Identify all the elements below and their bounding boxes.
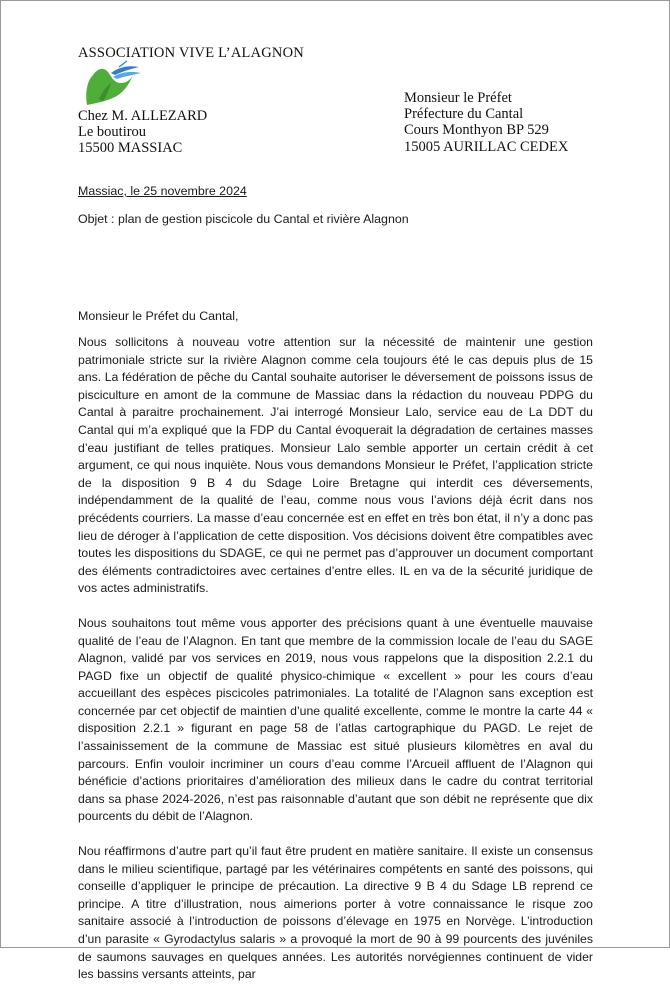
letter-date: Massiac, le 25 novembre 2024	[78, 184, 247, 198]
recipient-street: Cours Monthyon BP 529	[404, 122, 549, 139]
letter-salutation: Monsieur le Préfet du Cantal,	[78, 309, 239, 323]
sender-address	[78, 108, 207, 156]
recipient-name: Monsieur le Préfet	[404, 90, 512, 106]
association-logo	[81, 59, 145, 109]
body-paragraph-1: Nous sollicitons à nouveau votre attention sur la nécessité de maintenir une gestion patrimoniale stricte sur la rivière Alagnon comme cela toujours été le cas depuis plus de 15 ans. La fédération de pêche du Cantal souhaite autoriser le déversement de poissons issus de pisciculture en amont de la commune de Massiac dans la rédaction du nouveau PDPG du Cantal à paraitre prochainement. J’ai interrogé Monsieur Lalo, service eau de La DDT du Cantal qui m’a expliqué que la FDP du Cantal évoquerait la dégradation de certaines masses d’eau justifiant de telles pratiques. Monsieur Lalo semble apporter un certain crédit à cet argument, ce qui nous inquiète. Nous vous demandons Monsieur le Préfet, l’application stricte de la disposition 9 B 4 du Sdage Loire Bretagne qui interdit ces déversements, indépendamment de la qualité de l’eau, comme nous vous l’avions déjà écrit dans nos précédents courriers. La masse d’eau concernée est en effet en très bon état, il n’y a donc pas lieu de déroger à l’application de cette disposition. Vos décisions doivent être compatibles avec toutes les dispositions du SDAGE, ce qui ne permet pas d’approuver un document comportant des éléments contradictoires avec certaines d’entre elles. IL en va de la sécurité juridique de vos actes administratifs.	[78, 335, 593, 596]
association-name: ASSOCIATION VIVE L’ALAGNON	[78, 45, 304, 61]
letter-subject: Objet : plan de gestion piscicole du Cantal et rivière Alagnon	[78, 212, 409, 226]
body-paragraph-3: Nou réaffirmons d’autre part qu’il faut être prudent en matière sanitaire. Il existe un consensus dans le milieu scientifique, partagé par les vétérinaires compétents en santé des poissons, qui conseille d’appliquer le principe de précaution. La directive 9 B 4 du Sdage LB reprend ce principe. A titre d’illustration, nous aimerions porter à votre connaissance le risque zoo sanitaire associé à l’introduction de poissons d’élevage en 1975 en Norvège. L’introduction d’un parasite « Gyrodactylus salaris » a provoqué la mort de 90 à 99 pourcents des juvéniles de saumons sauvages en quelques années. Les autorités norvégiennes continuent de vider les bassins versants atteints, par	[78, 844, 593, 982]
sender-street: Le boutirou	[78, 124, 147, 140]
letter-body	[78, 334, 593, 1001]
recipient-office: Préfecture du Cantal	[404, 106, 524, 123]
sender-name: Chez M. ALLEZARD	[78, 108, 208, 124]
recipient-city: 15005 AURILLAC CEDEX	[404, 138, 569, 155]
recipient-address	[404, 90, 568, 155]
sender-city: 15500 MASSIAC	[78, 140, 183, 156]
body-paragraph-2: Nous souhaitons tout même vous apporter des précisions quant à une éventuelle mauvaise qualité de l’eau de l’Alagnon. En tant que membre de la commission locale de l’eau du SAGE Alagnon, validé par vos services en 2019, nous vous rappelons que la disposition 2.2.1 du PAGD fixe un objectif de qualité physico-chimique « excellent » pour les cours d’eau accueillant des espèces piscicoles patrimoniales. La totalité de l’Alagnon sans exception est concernée par cet objectif de maintien d’une qualité excellente, comme le montre la carte 44 « disposition 2.2.1 » figurant en page 58 de l’atlas cartographique du PAGD. Le rejet de l’assainissement de la commune de Massiac est situé plusieurs kilomètres en aval du parcours. Enfin vouloir incriminer un cours d’eau comme l’Arcueil affluent de l’Alagnon qui bénéficie d’actions prioritaires d’amélioration des milieux dans le cadre du contrat territorial dans sa phase 2024-2026, n’est pas raisonnable d’autant que son débit ne représente que dix pourcents du débit de l’Alagnon.	[78, 615, 593, 824]
